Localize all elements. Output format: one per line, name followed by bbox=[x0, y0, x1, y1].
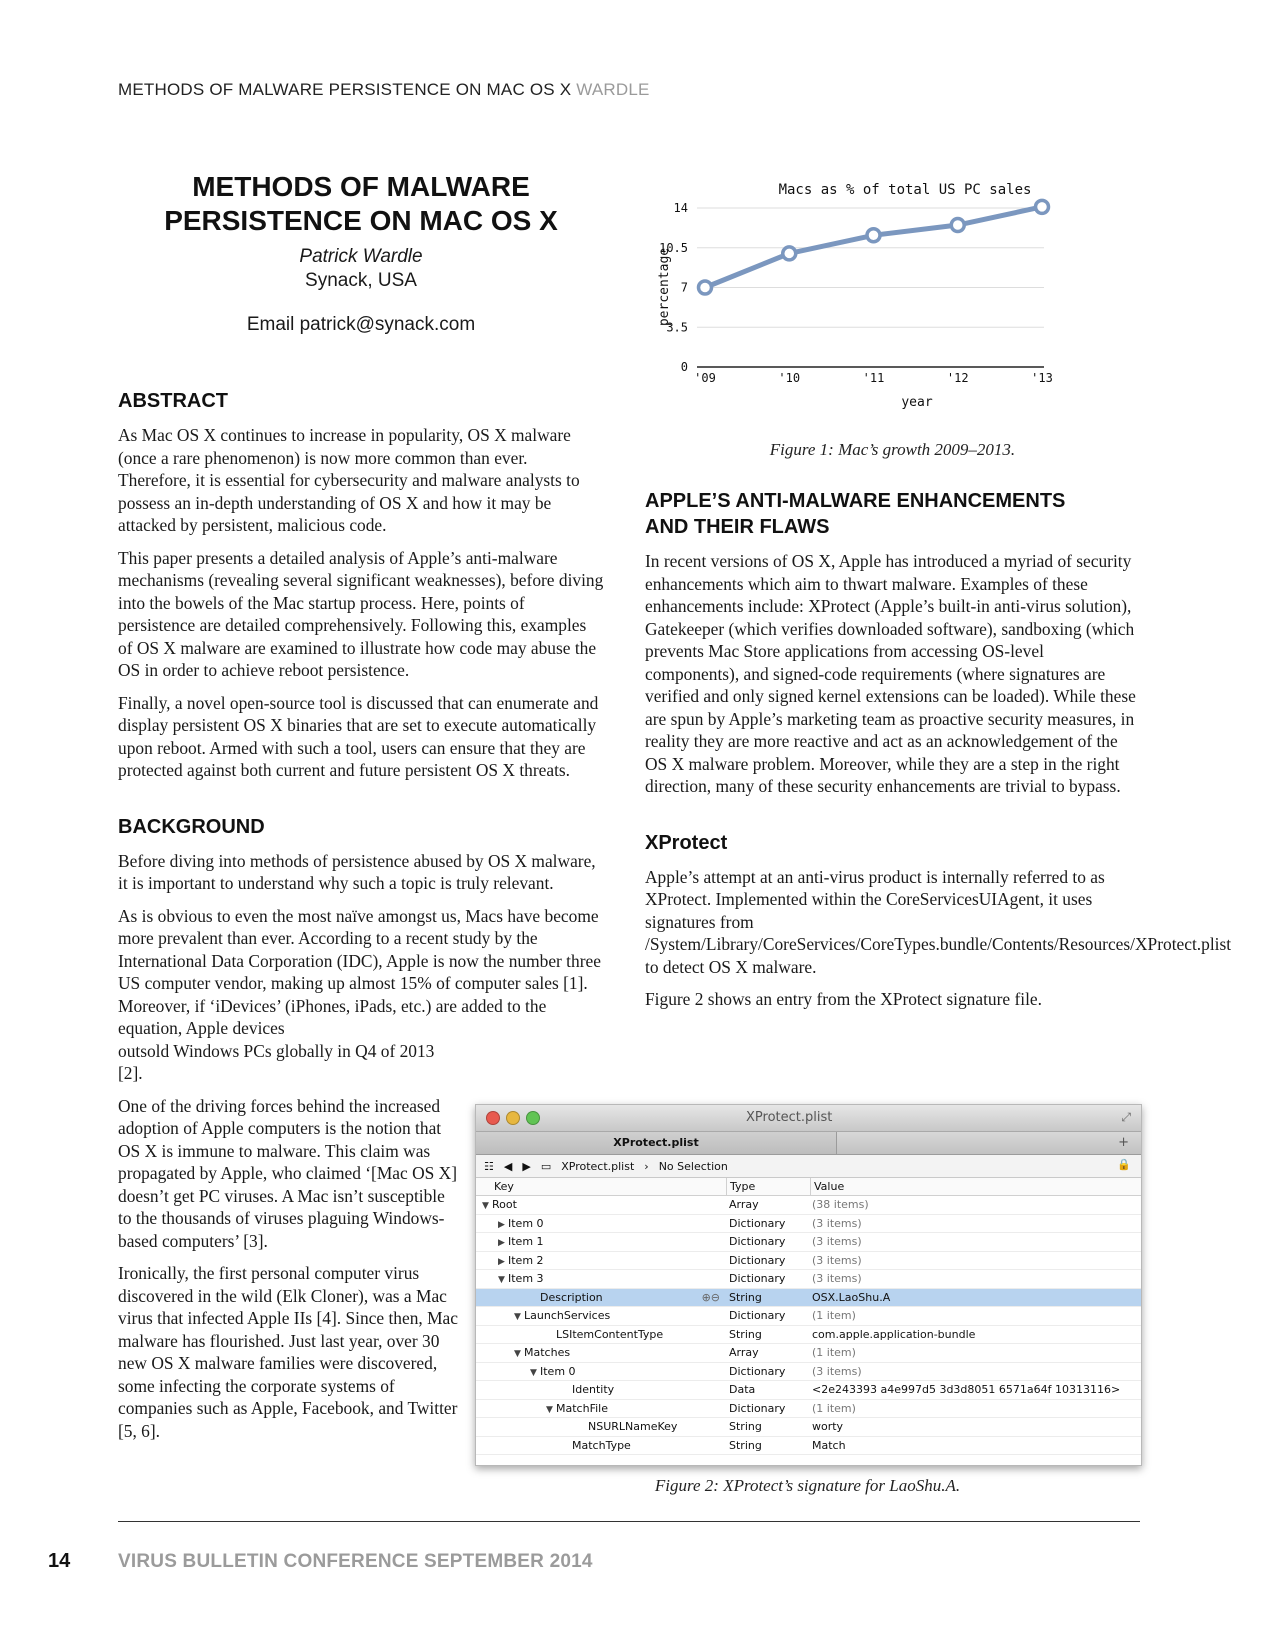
plist-key-cell bbox=[476, 1326, 726, 1344]
plist-key-cell bbox=[476, 1307, 726, 1325]
plist-value-cell[interactable]: Match bbox=[812, 1438, 846, 1452]
paper-title-line2: PERSISTENCE ON MAC OS X bbox=[164, 205, 558, 236]
close-window-icon[interactable] bbox=[486, 1111, 500, 1125]
plist-row[interactable] bbox=[476, 1289, 1141, 1308]
plist-key-cell bbox=[476, 1400, 726, 1418]
plist-key-cell bbox=[476, 1289, 726, 1307]
x-tick-label: '10 bbox=[778, 371, 801, 385]
xprotect-paragraph-2: Figure 2 shows an entry from the XProtect signature file. bbox=[645, 989, 1042, 1009]
plist-key-text: MatchFile bbox=[556, 1401, 608, 1415]
background-paragraph-1: Before diving into methods of persistence abused by OS X malware, it is important to understand why such a topic is truly relevant. bbox=[118, 850, 596, 893]
plist-key-text: Description bbox=[540, 1290, 603, 1304]
abstract-paragraph-1: As Mac OS X continues to increase in popularity, OS X malware (once a rare phenomenon) is now more common than ever. Therefore, it is essential for cybersecurity and malware analysts to possess an in-depth understanding of OS X and how it may be attacked by persistent, malicious code. bbox=[118, 425, 580, 535]
plist-type-cell[interactable]: Dictionary bbox=[729, 1272, 786, 1285]
plist-key-text: LSItemContentType bbox=[556, 1327, 664, 1341]
xprotect-heading: XProtect bbox=[645, 831, 728, 854]
y-tick-label: 14 bbox=[673, 201, 688, 215]
plist-type-cell[interactable]: Dictionary bbox=[729, 1235, 786, 1248]
plist-row[interactable] bbox=[476, 1437, 1141, 1456]
plist-type-cell[interactable]: Data bbox=[729, 1383, 756, 1396]
chart-ylabel: percentage bbox=[657, 247, 672, 327]
plist-column-header bbox=[476, 1178, 1141, 1196]
background-paragraph-2-cont: outsold Windows PCs globally in Q4 of 2013 [2]. bbox=[118, 1040, 435, 1083]
title-block bbox=[118, 170, 604, 336]
plist-row[interactable] bbox=[476, 1307, 1141, 1326]
plist-type-cell[interactable]: Array bbox=[729, 1346, 759, 1359]
running-head bbox=[118, 80, 650, 100]
plist-type-cell[interactable]: Dictionary bbox=[729, 1364, 786, 1378]
plist-key-cell bbox=[476, 1252, 726, 1270]
plist-type-cell[interactable]: Dictionary bbox=[729, 1253, 786, 1267]
window-titlebar bbox=[476, 1105, 1141, 1132]
plist-type-cell[interactable]: Dictionary bbox=[729, 1309, 786, 1322]
paper-title bbox=[118, 170, 604, 238]
anti-malware-heading-line2: AND THEIR FLAWS bbox=[645, 516, 830, 538]
data-point bbox=[951, 219, 964, 232]
data-point bbox=[699, 281, 712, 294]
jump-selection[interactable]: No Selection bbox=[658, 1159, 728, 1173]
abstract-paragraph-3: Finally, a novel open-source tool is discussed that can enumerate and display persistent OS X binaries that are set to execute automatically upon reboot. Armed with such a tool, users can ensure that they are protected against both current and future persistent OS X threats. bbox=[118, 692, 599, 780]
running-head-title: METHODS OF MALWARE PERSISTENCE ON MAC OS X bbox=[118, 80, 572, 99]
background-paragraph-2: As is obvious to even the most naïve amongst us, Macs have become more prevalent than ever. According to a recent study by the International Data Corporation (IDC), Apple is now the number three US computer vendor, making up almost 15% of computer sales [1]. Moreover, if ‘iDevices’ (iPhones, iPads, etc.) are added to the equation, Apple devices bbox=[118, 905, 601, 1038]
plist-value-cell[interactable]: <2e243393 a4e997d5 3d3d8051 6571a64f 10313116> bbox=[812, 1383, 1121, 1396]
plist-editor-window bbox=[475, 1104, 1142, 1466]
plist-value-cell[interactable]: (3 items) bbox=[812, 1253, 862, 1267]
disclosure-open-icon[interactable]: ▼ bbox=[514, 1349, 521, 1359]
plist-type-cell[interactable]: String bbox=[729, 1290, 762, 1304]
value-column-header[interactable]: Value bbox=[810, 1178, 1141, 1195]
plist-key-cell bbox=[476, 1437, 726, 1455]
plist-value-cell[interactable]: (1 item) bbox=[812, 1401, 856, 1415]
author-affiliation: Synack, USA bbox=[305, 270, 417, 291]
add-remove-row-icon[interactable]: ⊕⊖ bbox=[701, 1290, 720, 1304]
anti-malware-heading bbox=[645, 488, 1140, 540]
y-tick-label: 3.5 bbox=[666, 320, 688, 335]
y-tick-label: 7 bbox=[680, 280, 688, 295]
plist-row[interactable] bbox=[476, 1381, 1141, 1400]
disclosure-closed-icon[interactable]: ▶ bbox=[498, 1256, 505, 1267]
x-tick-label: '09 bbox=[694, 371, 716, 385]
tab-xprotect-plist[interactable]: XProtect.plist bbox=[476, 1132, 837, 1154]
series-line bbox=[705, 207, 1042, 288]
plist-value-cell[interactable]: com.apple.application-bundle bbox=[812, 1327, 976, 1341]
plist-key-text: MatchType bbox=[572, 1438, 631, 1452]
plist-key-text: Root bbox=[492, 1198, 517, 1211]
plist-type-cell[interactable]: String bbox=[729, 1438, 762, 1452]
forward-arrow-icon[interactable]: ▶ bbox=[522, 1159, 531, 1173]
right-column bbox=[645, 170, 1232, 1021]
plist-key-cell bbox=[476, 1233, 726, 1251]
xprotect-paragraph-1: Apple’s attempt at an anti-virus product is internally referred to as XProtect. Implemented within the CoreServicesUIAgent, it uses signatures from /System/Library/CoreServices/CoreTypes.bundle/Contents/Resources/XProtect.plist to detect OS X malware. bbox=[645, 866, 1232, 977]
plist-key-text: Matches bbox=[524, 1346, 571, 1359]
disclosure-open-icon[interactable]: ▼ bbox=[530, 1367, 537, 1378]
lock-icon[interactable]: 🔒 bbox=[1117, 1158, 1131, 1171]
abstract-heading: ABSTRACT bbox=[118, 390, 228, 412]
y-tick-label: 0 bbox=[680, 360, 688, 374]
plist-key-cell bbox=[476, 1270, 726, 1288]
figure-2-caption: Figure 2: XProtect’s signature for LaoShu.A. bbox=[654, 1476, 961, 1495]
plist-row[interactable] bbox=[476, 1418, 1141, 1437]
plist-row[interactable] bbox=[476, 1215, 1141, 1234]
footer-text: VIRUS BULLETIN CONFERENCE SEPTEMBER 2014 bbox=[118, 1551, 593, 1572]
author-email: Email patrick@synack.com bbox=[246, 314, 476, 335]
disclosure-open-icon[interactable]: ▼ bbox=[482, 1201, 489, 1211]
back-arrow-icon[interactable]: ◀ bbox=[503, 1159, 513, 1173]
anti-malware-paragraph: In recent versions of OS X, Apple has introduced a myriad of security enhancements which aim to thwart malware. Examples of these enhancements include: XProtect (Apple’s built-in anti-virus solution), Gatekeeper (which verifies downloaded software), sandboxing (which prevents Mac Store applications from accessing OS-level components), and signed-code requirements (where signatures are verified and only signed kernel extensions can be loaded). While these are spun by Apple’s marketing team as proactive security measures, in reality they are more reactive and act as an acknowledgement of the OS X malware problem. Moreover, while they are a step in the right direction, many of these security enhancements are trivial to bypass. bbox=[645, 551, 1136, 796]
data-point bbox=[783, 247, 796, 260]
background-heading: BACKGROUND bbox=[118, 815, 265, 838]
plist-row[interactable] bbox=[476, 1363, 1141, 1382]
disclosure-open-icon[interactable]: ▼ bbox=[514, 1312, 521, 1322]
chart-xlabel: year bbox=[901, 395, 933, 410]
plist-type-cell[interactable]: Dictionary bbox=[729, 1401, 786, 1415]
plist-key-cell bbox=[476, 1363, 726, 1381]
plist-value-cell[interactable]: (3 items) bbox=[812, 1272, 862, 1285]
page-number: 14 bbox=[48, 1550, 71, 1572]
background-paragraph-3: One of the driving forces behind the increased adoption of Apple computers is the notion that OS X is immune to malware. This claim was propagated by Apple, who claimed ‘[Mac OS X] doesn’t get PC viruses. A Mac isn’t susceptible to the thousands of viruses plaguing Windows-based computers’ [3]. bbox=[118, 1095, 458, 1251]
window-title: XProtect.plist bbox=[746, 1110, 833, 1125]
plist-key-cell bbox=[476, 1196, 726, 1214]
footer-rule bbox=[118, 1521, 1140, 1522]
plist-key-text: Identity bbox=[572, 1383, 615, 1396]
plist-row[interactable] bbox=[476, 1270, 1141, 1289]
data-point bbox=[867, 229, 880, 242]
figure-1-caption: Figure 1: Mac’s growth 2009–2013. bbox=[769, 440, 1016, 459]
plist-value-cell[interactable]: worty bbox=[812, 1420, 844, 1433]
add-tab-icon[interactable]: + bbox=[1118, 1135, 1129, 1150]
anti-malware-heading-line1: APPLE’S ANTI-MALWARE ENHANCEMENTS bbox=[645, 490, 1066, 512]
tab-bar bbox=[476, 1132, 1141, 1155]
plist-file-icon: ▭ bbox=[540, 1159, 552, 1173]
jump-bar bbox=[476, 1155, 1141, 1178]
data-point bbox=[1036, 200, 1049, 213]
running-head-author: WARDLE bbox=[576, 80, 650, 99]
plist-type-cell[interactable]: String bbox=[729, 1420, 762, 1433]
y-tick-label: 10.5 bbox=[659, 240, 688, 255]
plist-value-cell[interactable]: OSX.LaoShu.A bbox=[812, 1290, 891, 1304]
plist-row[interactable] bbox=[476, 1326, 1141, 1345]
plist-value-cell[interactable]: (38 items) bbox=[812, 1198, 869, 1211]
jump-separator-icon: › bbox=[644, 1159, 649, 1173]
plist-value-cell[interactable]: (3 items) bbox=[812, 1364, 862, 1378]
plist-row[interactable] bbox=[476, 1196, 1141, 1215]
plist-row[interactable] bbox=[476, 1233, 1141, 1252]
paper-title-line1: METHODS OF MALWARE bbox=[192, 171, 530, 202]
plist-key-text: Item 0 bbox=[508, 1216, 544, 1230]
author-name: Patrick Wardle bbox=[299, 246, 423, 267]
plist-rows bbox=[476, 1196, 1141, 1455]
key-column-header[interactable]: Key bbox=[494, 1180, 514, 1193]
plist-value-cell[interactable]: (3 items) bbox=[812, 1235, 862, 1248]
plist-type-cell[interactable]: String bbox=[729, 1327, 762, 1341]
fullscreen-icon[interactable]: ⤢ bbox=[1121, 1110, 1131, 1124]
minimize-window-icon[interactable] bbox=[506, 1111, 520, 1125]
chart-title: Macs as % of total US PC sales bbox=[778, 182, 1032, 198]
plist-row[interactable] bbox=[476, 1400, 1141, 1419]
disclosure-closed-icon[interactable]: ▶ bbox=[498, 1219, 505, 1230]
plist-type-cell[interactable]: Array bbox=[729, 1198, 759, 1211]
plist-type-cell[interactable]: Dictionary bbox=[729, 1216, 786, 1230]
plist-key-text: LaunchServices bbox=[524, 1309, 611, 1322]
growth-chart bbox=[645, 170, 1140, 435]
disclosure-open-icon[interactable]: ▼ bbox=[498, 1275, 505, 1285]
x-tick-label: '11 bbox=[862, 371, 885, 385]
plist-key-text: Item 3 bbox=[508, 1272, 544, 1285]
plist-row[interactable] bbox=[476, 1252, 1141, 1271]
abstract-paragraph-2: This paper presents a detailed analysis of Apple’s anti-malware mechanisms (revealing several significant weaknesses), before diving into the bowels of the Mac startup process. Here, points of persistence are detailed comprehensively. Following this, examples of OS X malware are examined to illustrate how code may abuse the OS in order to achieve reboot persistence. bbox=[118, 547, 604, 680]
x-tick-label: '12 bbox=[946, 371, 969, 385]
disclosure-closed-icon[interactable]: ▶ bbox=[498, 1238, 505, 1248]
plist-value-cell[interactable]: (1 item) bbox=[812, 1309, 856, 1322]
plist-key-cell bbox=[476, 1418, 726, 1436]
disclosure-open-icon[interactable]: ▼ bbox=[546, 1404, 553, 1415]
related-items-icon[interactable]: ☷ bbox=[484, 1159, 494, 1173]
zoom-window-icon[interactable] bbox=[526, 1111, 540, 1125]
plist-key-cell bbox=[476, 1215, 726, 1233]
traffic-lights bbox=[486, 1111, 540, 1125]
plist-key-text: Item 0 bbox=[540, 1364, 576, 1378]
plist-value-cell[interactable]: (1 item) bbox=[812, 1346, 856, 1359]
x-tick-label: '13 bbox=[1031, 371, 1053, 385]
plist-key-cell bbox=[476, 1381, 726, 1399]
type-column-header[interactable]: Type bbox=[726, 1178, 810, 1195]
plist-key-cell bbox=[476, 1344, 726, 1362]
plist-row[interactable] bbox=[476, 1344, 1141, 1363]
jump-file-name[interactable]: XProtect.plist bbox=[561, 1159, 635, 1173]
plist-value-cell[interactable]: (3 items) bbox=[812, 1216, 862, 1230]
background-paragraph-4: Ironically, the first personal computer virus discovered in the wild (Elk Cloner), was a Mac virus that infected Apple IIs [4]. Since then, Mac malware has flourished. Just last year, over 30 new OS X malware families were discovered, some infecting the corporate systems of companies such as Apple, Facebook, and Twitter [5, 6]. bbox=[118, 1263, 458, 1441]
plist-key-text: Item 2 bbox=[508, 1253, 544, 1267]
plist-key-text: NSURLNameKey bbox=[588, 1420, 678, 1433]
plist-key-text: Item 1 bbox=[508, 1235, 544, 1248]
